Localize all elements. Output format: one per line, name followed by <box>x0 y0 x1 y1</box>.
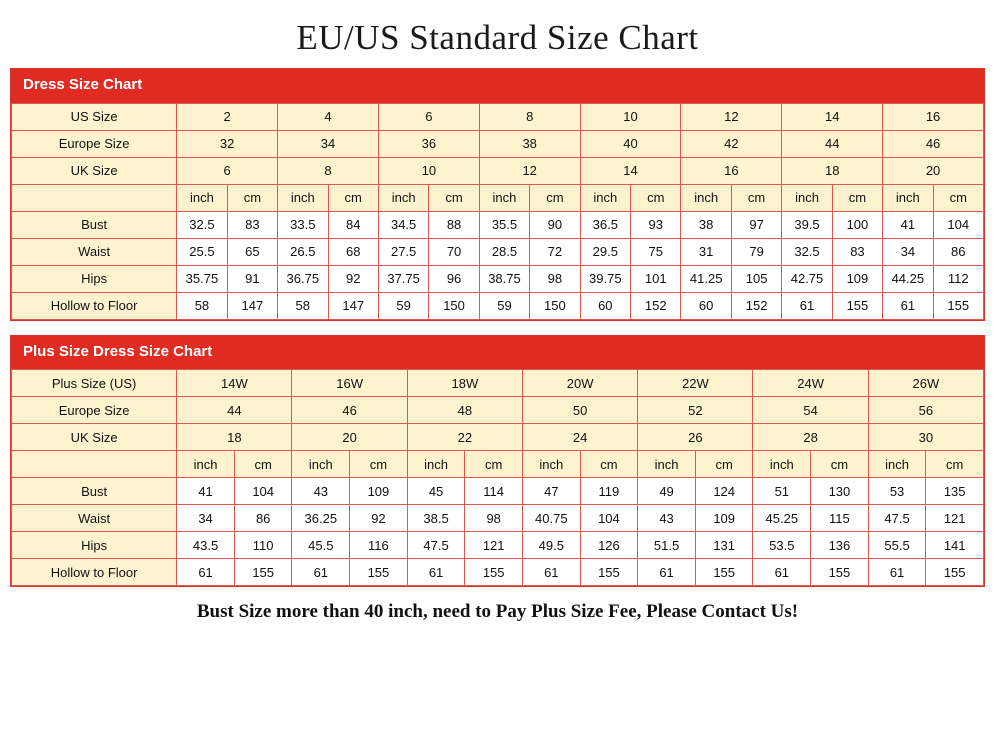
measurement-cell: 147 <box>328 292 378 319</box>
size-cell: 2 <box>177 103 278 130</box>
measurement-cell: 59 <box>378 292 428 319</box>
table-row <box>12 532 984 559</box>
measurement-cell: 155 <box>832 292 882 319</box>
size-cell: 14 <box>782 103 883 130</box>
measurement-cell: 58 <box>278 292 328 319</box>
measurement-cell: 65 <box>227 238 277 265</box>
unit-cell: cm <box>530 184 580 211</box>
measurement-cell: 27.5 <box>378 238 428 265</box>
measurement-cell: 72 <box>530 238 580 265</box>
measurement-cell: 45.5 <box>292 532 350 559</box>
measurement-cell: 28.5 <box>479 238 529 265</box>
measurement-cell: 155 <box>926 559 984 586</box>
row-label: UK Size <box>12 424 177 451</box>
table-row <box>12 184 984 211</box>
unit-cell: inch <box>681 184 731 211</box>
table-row <box>12 211 984 238</box>
measurement-cell: 126 <box>580 532 638 559</box>
measurement-cell: 32.5 <box>782 238 832 265</box>
measurement-cell: 55.5 <box>868 532 926 559</box>
size-cell: 26 <box>638 424 753 451</box>
row-label: Europe Size <box>12 130 177 157</box>
measurement-cell: 61 <box>753 559 811 586</box>
measurement-cell: 49.5 <box>522 532 580 559</box>
unit-cell: inch <box>292 451 350 478</box>
measurement-cell: 68 <box>328 238 378 265</box>
measurement-cell: 39.5 <box>782 211 832 238</box>
measurement-cell: 86 <box>234 505 292 532</box>
table-row <box>12 370 984 397</box>
measurement-cell: 43.5 <box>177 532 235 559</box>
measurement-cell: 42.75 <box>782 265 832 292</box>
measurement-cell: 155 <box>580 559 638 586</box>
measurement-cell: 110 <box>234 532 292 559</box>
measurement-cell: 98 <box>465 505 523 532</box>
size-cell: 6 <box>177 157 278 184</box>
row-label: Hips <box>12 532 177 559</box>
measurement-cell: 84 <box>328 211 378 238</box>
measurement-cell: 93 <box>631 211 681 238</box>
measurement-cell: 61 <box>407 559 465 586</box>
unit-cell: cm <box>631 184 681 211</box>
row-label: Europe Size <box>12 397 177 424</box>
unit-cell: cm <box>328 184 378 211</box>
measurement-cell: 155 <box>933 292 983 319</box>
size-cell: 10 <box>378 157 479 184</box>
measurement-cell: 155 <box>234 559 292 586</box>
measurement-cell: 152 <box>731 292 781 319</box>
measurement-cell: 51 <box>753 478 811 505</box>
unit-cell: inch <box>868 451 926 478</box>
measurement-cell: 38 <box>681 211 731 238</box>
measurement-cell: 61 <box>883 292 933 319</box>
measurement-cell: 61 <box>292 559 350 586</box>
dress-size-table <box>11 103 984 320</box>
measurement-cell: 155 <box>695 559 753 586</box>
size-cell: 24W <box>753 370 868 397</box>
measurement-cell: 131 <box>695 532 753 559</box>
measurement-cell: 38.75 <box>479 265 529 292</box>
measurement-cell: 109 <box>695 505 753 532</box>
measurement-cell: 61 <box>868 559 926 586</box>
measurement-cell: 114 <box>465 478 523 505</box>
measurement-cell: 32.5 <box>177 211 227 238</box>
size-cell: 26W <box>868 370 983 397</box>
unit-cell: cm <box>350 451 408 478</box>
unit-cell: inch <box>177 184 227 211</box>
measurement-cell: 136 <box>811 532 869 559</box>
measurement-cell: 141 <box>926 532 984 559</box>
size-cell: 20W <box>522 370 637 397</box>
measurement-cell: 45 <box>407 478 465 505</box>
unit-cell: inch <box>753 451 811 478</box>
size-cell: 20 <box>883 157 984 184</box>
measurement-cell: 51.5 <box>638 532 696 559</box>
measurement-cell: 31 <box>681 238 731 265</box>
unit-cell: inch <box>278 184 328 211</box>
measurement-cell: 109 <box>350 478 408 505</box>
size-cell: 22W <box>638 370 753 397</box>
measurement-cell: 92 <box>328 265 378 292</box>
table-row <box>12 292 984 319</box>
measurement-cell: 35.5 <box>479 211 529 238</box>
measurement-cell: 115 <box>811 505 869 532</box>
size-cell: 50 <box>522 397 637 424</box>
size-cell: 8 <box>278 157 379 184</box>
unit-cell: cm <box>933 184 983 211</box>
measurement-cell: 53.5 <box>753 532 811 559</box>
size-cell: 40 <box>580 130 681 157</box>
size-cell: 36 <box>378 130 479 157</box>
size-cell: 6 <box>378 103 479 130</box>
row-label: UK Size <box>12 157 177 184</box>
measurement-cell: 83 <box>832 238 882 265</box>
footer-note: Bust Size more than 40 inch, need to Pay Plus Size Fee, Please Contact Us! <box>196 601 799 622</box>
measurement-cell: 124 <box>695 478 753 505</box>
measurement-cell: 34.5 <box>378 211 428 238</box>
size-cell: 20 <box>292 424 407 451</box>
measurement-cell: 49 <box>638 478 696 505</box>
measurement-cell: 41.25 <box>681 265 731 292</box>
measurement-cell: 121 <box>465 532 523 559</box>
table-row <box>12 103 984 130</box>
measurement-cell: 45.25 <box>753 505 811 532</box>
unit-cell: cm <box>234 451 292 478</box>
page-title: EU/US Standard Size Chart <box>296 18 699 57</box>
measurement-cell: 98 <box>530 265 580 292</box>
size-cell: 56 <box>868 397 983 424</box>
measurement-cell: 88 <box>429 211 479 238</box>
measurement-cell: 40.75 <box>522 505 580 532</box>
measurement-cell: 61 <box>638 559 696 586</box>
row-label: Bust <box>12 211 177 238</box>
row-label <box>12 451 177 478</box>
size-cell: 44 <box>177 397 292 424</box>
measurement-cell: 155 <box>465 559 523 586</box>
unit-cell: cm <box>465 451 523 478</box>
unit-cell: cm <box>832 184 882 211</box>
unit-cell: inch <box>580 184 630 211</box>
measurement-cell: 37.75 <box>378 265 428 292</box>
table-row <box>12 478 984 505</box>
measurement-cell: 58 <box>177 292 227 319</box>
table-row <box>12 451 984 478</box>
unit-cell: inch <box>638 451 696 478</box>
measurement-cell: 47.5 <box>868 505 926 532</box>
measurement-cell: 47.5 <box>407 532 465 559</box>
measurement-cell: 101 <box>631 265 681 292</box>
size-cell: 4 <box>278 103 379 130</box>
measurement-cell: 75 <box>631 238 681 265</box>
size-cell: 12 <box>479 157 580 184</box>
size-cell: 38 <box>479 130 580 157</box>
size-cell: 48 <box>407 397 522 424</box>
measurement-cell: 130 <box>811 478 869 505</box>
size-cell: 46 <box>292 397 407 424</box>
unit-cell: cm <box>227 184 277 211</box>
measurement-cell: 112 <box>933 265 983 292</box>
measurement-cell: 39.75 <box>580 265 630 292</box>
measurement-cell: 36.75 <box>278 265 328 292</box>
measurement-cell: 152 <box>631 292 681 319</box>
measurement-cell: 43 <box>292 478 350 505</box>
measurement-cell: 79 <box>731 238 781 265</box>
size-cell: 42 <box>681 130 782 157</box>
measurement-cell: 26.5 <box>278 238 328 265</box>
size-cell: 16W <box>292 370 407 397</box>
table-row <box>12 397 984 424</box>
measurement-cell: 155 <box>811 559 869 586</box>
size-cell: 14 <box>580 157 681 184</box>
measurement-cell: 150 <box>429 292 479 319</box>
measurement-cell: 36.5 <box>580 211 630 238</box>
unit-cell: cm <box>695 451 753 478</box>
row-label: Hollow to Floor <box>12 292 177 319</box>
measurement-cell: 155 <box>350 559 408 586</box>
measurement-cell: 41 <box>883 211 933 238</box>
size-cell: 10 <box>580 103 681 130</box>
row-label: Hips <box>12 265 177 292</box>
measurement-cell: 104 <box>580 505 638 532</box>
size-cell: 46 <box>883 130 984 157</box>
measurement-cell: 59 <box>479 292 529 319</box>
measurement-cell: 104 <box>933 211 983 238</box>
measurement-cell: 119 <box>580 478 638 505</box>
measurement-cell: 91 <box>227 265 277 292</box>
measurement-cell: 147 <box>227 292 277 319</box>
unit-cell: inch <box>479 184 529 211</box>
size-cell: 28 <box>753 424 868 451</box>
size-cell: 54 <box>753 397 868 424</box>
measurement-cell: 29.5 <box>580 238 630 265</box>
measurement-cell: 41 <box>177 478 235 505</box>
measurement-cell: 92 <box>350 505 408 532</box>
measurement-cell: 34 <box>883 238 933 265</box>
measurement-cell: 100 <box>832 211 882 238</box>
measurement-cell: 33.5 <box>278 211 328 238</box>
measurement-cell: 35.75 <box>177 265 227 292</box>
measurement-cell: 47 <box>522 478 580 505</box>
plus-size-dress-chart <box>10 335 985 588</box>
measurement-cell: 34 <box>177 505 235 532</box>
row-label: Waist <box>12 505 177 532</box>
measurement-cell: 104 <box>234 478 292 505</box>
unit-cell: cm <box>429 184 479 211</box>
size-cell: 12 <box>681 103 782 130</box>
size-cell: 18 <box>177 424 292 451</box>
plus-size-table <box>11 369 984 586</box>
unit-cell: inch <box>883 184 933 211</box>
size-cell: 30 <box>868 424 983 451</box>
row-label <box>12 184 177 211</box>
measurement-cell: 43 <box>638 505 696 532</box>
unit-cell: cm <box>926 451 984 478</box>
size-cell: 34 <box>278 130 379 157</box>
unit-cell: cm <box>731 184 781 211</box>
unit-cell: inch <box>177 451 235 478</box>
measurement-cell: 61 <box>177 559 235 586</box>
measurement-cell: 116 <box>350 532 408 559</box>
size-cell: 14W <box>177 370 292 397</box>
size-cell: 24 <box>522 424 637 451</box>
size-cell: 16 <box>883 103 984 130</box>
measurement-cell: 61 <box>782 292 832 319</box>
unit-cell: cm <box>580 451 638 478</box>
measurement-cell: 150 <box>530 292 580 319</box>
measurement-cell: 86 <box>933 238 983 265</box>
table-row <box>12 505 984 532</box>
measurement-cell: 25.5 <box>177 238 227 265</box>
dress-size-chart <box>10 68 985 321</box>
table-row <box>12 559 984 586</box>
row-label: Plus Size (US) <box>12 370 177 397</box>
measurement-cell: 83 <box>227 211 277 238</box>
dress-size-chart-header: Dress Size Chart <box>11 69 984 103</box>
measurement-cell: 38.5 <box>407 505 465 532</box>
size-cell: 8 <box>479 103 580 130</box>
row-label: Bust <box>12 478 177 505</box>
unit-cell: inch <box>522 451 580 478</box>
size-cell: 18 <box>782 157 883 184</box>
measurement-cell: 60 <box>580 292 630 319</box>
measurement-cell: 97 <box>731 211 781 238</box>
row-label: Waist <box>12 238 177 265</box>
measurement-cell: 44.25 <box>883 265 933 292</box>
table-row <box>12 265 984 292</box>
measurement-cell: 70 <box>429 238 479 265</box>
size-cell: 52 <box>638 397 753 424</box>
size-cell: 22 <box>407 424 522 451</box>
measurement-cell: 60 <box>681 292 731 319</box>
measurement-cell: 105 <box>731 265 781 292</box>
size-cell: 44 <box>782 130 883 157</box>
unit-cell: inch <box>407 451 465 478</box>
measurement-cell: 61 <box>522 559 580 586</box>
measurement-cell: 121 <box>926 505 984 532</box>
measurement-cell: 53 <box>868 478 926 505</box>
unit-cell: cm <box>811 451 869 478</box>
measurement-cell: 36.25 <box>292 505 350 532</box>
plus-size-chart-header: Plus Size Dress Size Chart <box>11 336 984 370</box>
measurement-cell: 96 <box>429 265 479 292</box>
size-cell: 16 <box>681 157 782 184</box>
row-label: US Size <box>12 103 177 130</box>
table-row <box>12 238 984 265</box>
measurement-cell: 90 <box>530 211 580 238</box>
unit-cell: inch <box>378 184 428 211</box>
table-row <box>12 130 984 157</box>
table-row <box>12 157 984 184</box>
unit-cell: inch <box>782 184 832 211</box>
size-cell: 18W <box>407 370 522 397</box>
measurement-cell: 109 <box>832 265 882 292</box>
size-cell: 32 <box>177 130 278 157</box>
row-label: Hollow to Floor <box>12 559 177 586</box>
table-row <box>12 424 984 451</box>
measurement-cell: 135 <box>926 478 984 505</box>
